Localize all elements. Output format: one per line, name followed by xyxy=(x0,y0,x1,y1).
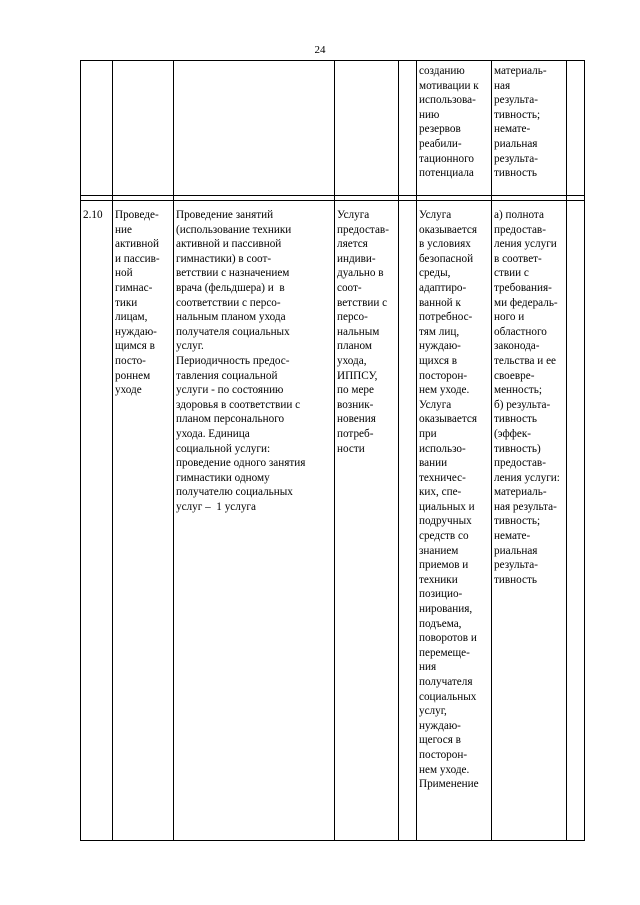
service-description-cell: Проведение занятий (использование техники активной и пассивной гимнастики) в соот- ветствии с назначением врача (фельдшера) и в соответствии с персо- нальным планом ухода получателя социальных услуг. Периодичность предос- тавления социальной услуги - по состоянию здоровья в соответствии с планом персонального ухода. Единица социальной услуги: проведение одного занятия гимнастики одному получателю социальных услуг – 1 услуга xyxy=(176,209,306,513)
service-name-cell: Проведе- ние активной и пассив- ной гимнас- тики лицам, нуждаю- щимся в посто- роннем уходе xyxy=(115,209,160,397)
service-evaluation-cell: а) полнота предостав- ления услуги в соответ- ствии с требования- ми федераль- ного и областного законода- тельства и ее своевре- менность; б) результа- тивность (эффек- тивность) предостав- ления услуги: материаль- ная результа- тивность; немате- риальная результа- тивность xyxy=(494,209,560,586)
column-border xyxy=(334,60,335,841)
table-top-border xyxy=(80,60,585,61)
column-border xyxy=(112,60,113,841)
continued-conditions-cell: созданию мотивации к использова- нию резервов реабили- тационного потенциала xyxy=(419,65,479,180)
column-border xyxy=(566,60,567,841)
service-conditions-cell: Услуга оказывается в условиях безопасной среды, адаптиро- ванной к потребнос- тям лиц, нуждаю- щихся в посторон- нем уходе. Услуга оказывается при использо- вании техничес- ких, спе- циальных и подручных средств со знанием приемов и техники позицио- нирования, подъема, поворотов и перемеще- ния получателя социальных услуг, нуждаю- щегося в посторон- нем уходе. Применение xyxy=(419,209,479,791)
column-border xyxy=(584,60,585,841)
column-border xyxy=(491,60,492,841)
service-term-cell: Услуга предостав- ляется индиви- дуально в соот- ветствии с персо- нальным планом ухода, ИППСУ, по мере возник- новения потреб- ности xyxy=(337,209,389,455)
row-divider xyxy=(80,195,585,196)
column-border xyxy=(80,60,81,841)
column-border xyxy=(173,60,174,841)
page-number: 24 xyxy=(314,44,326,56)
row-number-cell: 2.10 xyxy=(83,209,103,221)
row-divider xyxy=(80,200,585,201)
column-border xyxy=(398,60,399,841)
column-border xyxy=(416,60,417,841)
continued-evaluation-cell: материаль- ная результа- тивность; немате- риальная результа- тивность xyxy=(494,65,547,180)
table-bottom-border xyxy=(80,840,585,841)
